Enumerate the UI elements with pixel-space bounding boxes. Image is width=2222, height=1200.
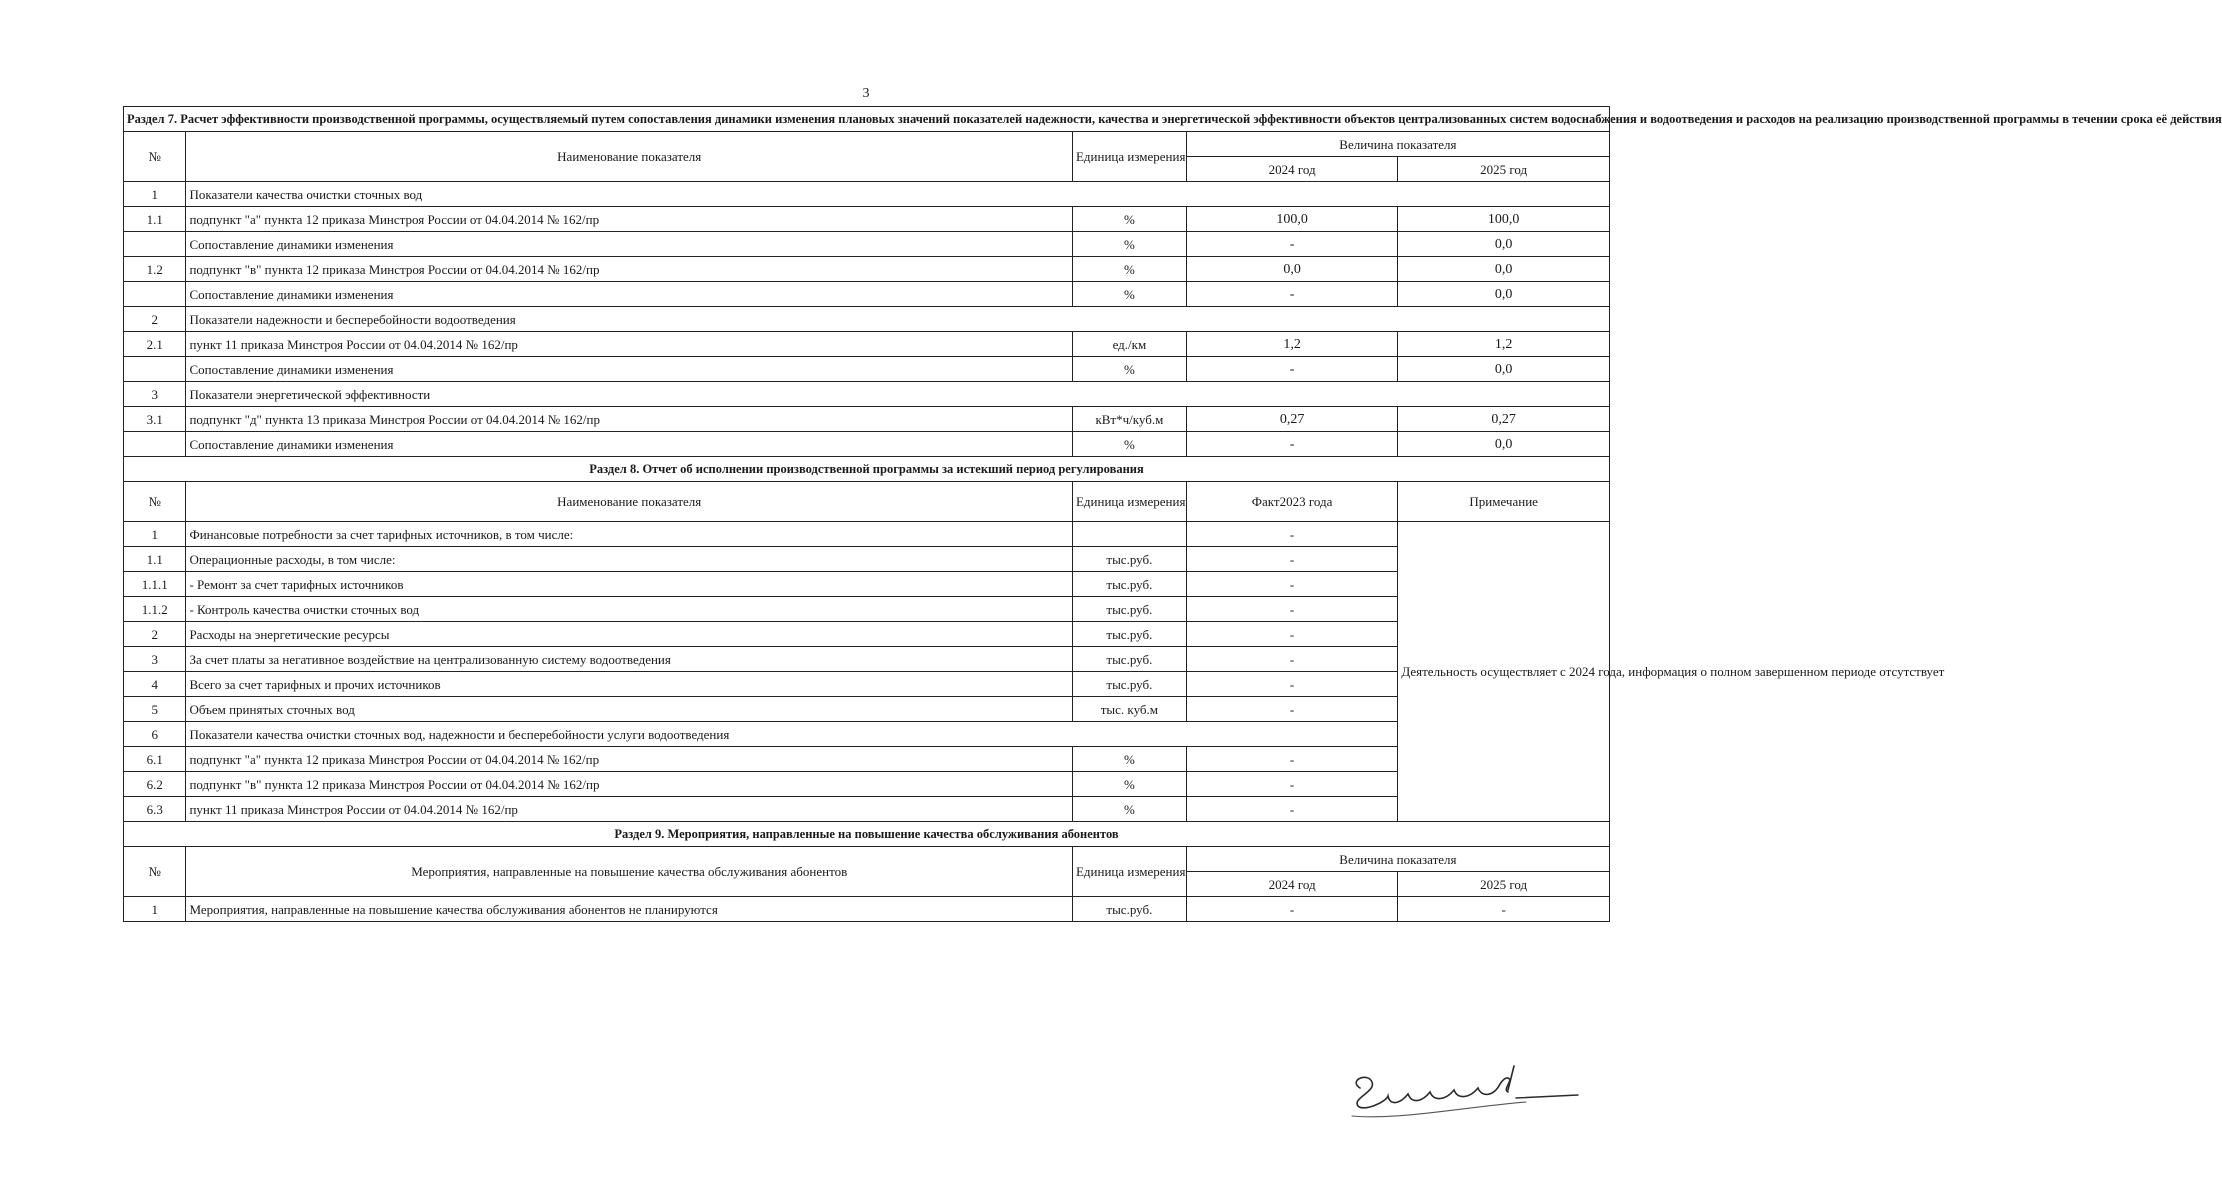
table-row xyxy=(124,182,1610,207)
row-fact: - xyxy=(1186,672,1398,697)
row-number: 1.1 xyxy=(124,547,186,572)
header-value: Величина показателя xyxy=(1186,132,1609,157)
row-unit: % xyxy=(1072,357,1186,382)
row-name: Расходы на энергетические ресурсы xyxy=(186,622,1073,647)
row-number: 3 xyxy=(124,647,186,672)
table-row xyxy=(124,797,1610,822)
row-name: подпункт "а" пункта 12 приказа Минстроя России от 04.04.2014 № 162/пр xyxy=(186,747,1073,772)
row-name: пункт 11 приказа Минстроя России от 04.04.2014 № 162/пр xyxy=(186,332,1073,357)
row-unit xyxy=(1072,522,1186,547)
row-number: 2 xyxy=(124,307,186,332)
row-number: 5 xyxy=(124,697,186,722)
row-name: Финансовые потребности за счет тарифных источников, в том числе: xyxy=(186,522,1073,547)
row-name: - Контроль качества очистки сточных вод xyxy=(186,597,1073,622)
row-number: 6.1 xyxy=(124,747,186,772)
row-number: 3.1 xyxy=(124,407,186,432)
row-name: подпункт "а" пункта 12 приказа Минстроя России от 04.04.2014 № 162/пр xyxy=(186,207,1073,232)
table-row xyxy=(124,307,1610,332)
row-unit: % xyxy=(1072,257,1186,282)
row-number: 1 xyxy=(124,522,186,547)
table-row xyxy=(124,547,1610,572)
table-row xyxy=(124,407,1610,432)
row-number: 1.1.2 xyxy=(124,597,186,622)
section8-header-row xyxy=(124,482,1610,522)
row-unit: % xyxy=(1072,797,1186,822)
table-row xyxy=(124,382,1610,407)
row-value-2025: 0,0 xyxy=(1398,257,1610,282)
row-name: подпункт "в" пункта 12 приказа Минстроя России от 04.04.2014 № 162/пр xyxy=(186,257,1073,282)
table-row xyxy=(124,257,1610,282)
row-name: Объем принятых сточных вод xyxy=(186,697,1073,722)
row-group-label: Показатели качества очистки сточных вод, надежности и бесперебойности услуги водоотведения xyxy=(186,722,1398,747)
table-row xyxy=(124,357,1610,382)
table-row xyxy=(124,597,1610,622)
row-unit: тыс.руб. xyxy=(1072,622,1186,647)
table-row xyxy=(124,697,1610,722)
header-unit: Единица измерения xyxy=(1072,847,1186,897)
row-value-2024: 100,0 xyxy=(1186,207,1398,232)
row-value-2024: - xyxy=(1186,282,1398,307)
header-name: Мероприятия, направленные на повышение качества обслуживания абонентов xyxy=(186,847,1073,897)
row-value-2024: - xyxy=(1186,232,1398,257)
row-number: 2.1 xyxy=(124,332,186,357)
row-number: 6 xyxy=(124,722,186,747)
row-unit: ед./км xyxy=(1072,332,1186,357)
row-value-2024: - xyxy=(1186,897,1398,922)
row-fact: - xyxy=(1186,522,1398,547)
row-number xyxy=(124,232,186,257)
table-row xyxy=(124,432,1610,457)
row-name: Операционные расходы, в том числе: xyxy=(186,547,1073,572)
row-unit: % xyxy=(1072,232,1186,257)
row-unit: % xyxy=(1072,772,1186,797)
table-row xyxy=(124,622,1610,647)
row-unit: % xyxy=(1072,282,1186,307)
row-number: 1.2 xyxy=(124,257,186,282)
header-2025: 2025 год xyxy=(1398,157,1610,182)
page-number: 3 xyxy=(862,86,870,101)
row-number: 4 xyxy=(124,672,186,697)
row-fact: - xyxy=(1186,747,1398,772)
row-value-2025: - xyxy=(1398,897,1610,922)
header-num: № xyxy=(124,482,186,522)
row-fact: - xyxy=(1186,772,1398,797)
row-name: - Ремонт за счет тарифных источников xyxy=(186,572,1073,597)
header-unit: Единица измерения xyxy=(1072,132,1186,182)
row-name: Всего за счет тарифных и прочих источников xyxy=(186,672,1073,697)
row-value-2024: 0,0 xyxy=(1186,257,1398,282)
row-value-2025: 1,2 xyxy=(1398,332,1610,357)
section8-title-row xyxy=(124,457,1610,482)
row-name: подпункт "д" пункта 13 приказа Минстроя России от 04.04.2014 № 162/пр xyxy=(186,407,1073,432)
row-group-label: Показатели надежности и бесперебойности водоотведения xyxy=(186,307,1610,332)
row-name: подпункт "в" пункта 12 приказа Минстроя России от 04.04.2014 № 162/пр xyxy=(186,772,1073,797)
table-row xyxy=(124,897,1610,922)
table-row xyxy=(124,232,1610,257)
row-unit: % xyxy=(1072,432,1186,457)
row-name: Сопоставление динамики изменения xyxy=(186,232,1073,257)
header-fact: Факт2023 года xyxy=(1186,482,1398,522)
row-number: 2 xyxy=(124,622,186,647)
row-number: 1 xyxy=(124,897,186,922)
row-number xyxy=(124,357,186,382)
section9-title: Раздел 9. Мероприятия, направленные на повышение качества обслуживания абонентов xyxy=(124,822,1610,847)
row-number: 6.2 xyxy=(124,772,186,797)
table-row xyxy=(124,522,1610,547)
section9-header-row xyxy=(124,847,1610,872)
row-number: 3 xyxy=(124,382,186,407)
table-row xyxy=(124,722,1610,747)
row-value-2025: 0,0 xyxy=(1398,432,1610,457)
section7-title: Раздел 7. Расчет эффективности производственной программы, осуществляемый путем сопоставления динамики изменения плановых значений показателей надежности, качества и энергетической эффективности объектов централизованных систем водоснабжения и водоотведения и расходов на реализацию производственной программы в течении срока её действия xyxy=(124,107,1610,132)
table-row xyxy=(124,672,1610,697)
row-unit: % xyxy=(1072,207,1186,232)
row-name: Сопоставление динамики изменения xyxy=(186,432,1073,457)
row-fact: - xyxy=(1186,697,1398,722)
row-unit: тыс.руб. xyxy=(1072,597,1186,622)
header-num: № xyxy=(124,847,186,897)
table-row xyxy=(124,282,1610,307)
table-row xyxy=(124,572,1610,597)
row-name: За счет платы за негативное воздействие на централизованную систему водоотведения xyxy=(186,647,1073,672)
row-number: 1.1.1 xyxy=(124,572,186,597)
row-unit: кВт*ч/куб.м xyxy=(1072,407,1186,432)
handwritten-signature xyxy=(1338,1058,1608,1128)
row-number xyxy=(124,432,186,457)
header-name: Наименование показателя xyxy=(186,132,1073,182)
row-number xyxy=(124,282,186,307)
row-value-2025: 0,0 xyxy=(1398,232,1610,257)
row-number: 6.3 xyxy=(124,797,186,822)
row-unit: тыс.руб. xyxy=(1072,672,1186,697)
section8-title: Раздел 8. Отчет об исполнении производственной программы за истекший период регулирования xyxy=(124,457,1610,482)
row-value-2025: 100,0 xyxy=(1398,207,1610,232)
row-unit: % xyxy=(1072,747,1186,772)
table-row xyxy=(124,332,1610,357)
section7-title-row xyxy=(124,107,1610,132)
report-table xyxy=(123,106,2222,922)
row-name: Сопоставление динамики изменения xyxy=(186,282,1073,307)
row-unit: тыс.руб. xyxy=(1072,572,1186,597)
header-note: Примечание xyxy=(1398,482,1610,522)
row-fact: - xyxy=(1186,547,1398,572)
header-value: Величина показателя xyxy=(1186,847,1609,872)
section9-title-row xyxy=(124,822,1610,847)
row-number: 1 xyxy=(124,182,186,207)
row-unit: тыс.руб. xyxy=(1072,647,1186,672)
row-fact: - xyxy=(1186,647,1398,672)
table-row xyxy=(124,647,1610,672)
header-name: Наименование показателя xyxy=(186,482,1073,522)
row-number: 1.1 xyxy=(124,207,186,232)
row-value-2025: 0,0 xyxy=(1398,282,1610,307)
row-fact: - xyxy=(1186,622,1398,647)
header-2025: 2025 год xyxy=(1398,872,1610,897)
header-num: № xyxy=(124,132,186,182)
header-2024: 2024 год xyxy=(1186,157,1398,182)
row-value-2025: 0,0 xyxy=(1398,357,1610,382)
row-fact: - xyxy=(1186,597,1398,622)
row-group-label: Показатели качества очистки сточных вод xyxy=(186,182,1610,207)
row-value-2024: - xyxy=(1186,432,1398,457)
row-unit: тыс.руб. xyxy=(1072,897,1186,922)
table-row xyxy=(124,747,1610,772)
row-value-2024: - xyxy=(1186,357,1398,382)
header-unit: Единица измерения xyxy=(1072,482,1186,522)
row-fact: - xyxy=(1186,572,1398,597)
row-value-2024: 1,2 xyxy=(1186,332,1398,357)
section7-header-row xyxy=(124,132,1610,157)
row-name: пункт 11 приказа Минстроя России от 04.04.2014 № 162/пр xyxy=(186,797,1073,822)
row-unit: тыс. куб.м xyxy=(1072,697,1186,722)
row-group-label: Показатели энергетической эффективности xyxy=(186,382,1610,407)
note-text: Деятельность осуществляет с 2024 года, информация о полном завершенном периоде отсутствует xyxy=(1398,522,1610,822)
row-value-2025: 0,27 xyxy=(1398,407,1610,432)
row-fact: - xyxy=(1186,797,1398,822)
table-row xyxy=(124,772,1610,797)
row-name: Сопоставление динамики изменения xyxy=(186,357,1073,382)
row-unit: тыс.руб. xyxy=(1072,547,1186,572)
table-row xyxy=(124,207,1610,232)
row-value-2024: 0,27 xyxy=(1186,407,1398,432)
row-name: Мероприятия, направленные на повышение качества обслуживания абонентов не планируются xyxy=(186,897,1073,922)
header-2024: 2024 год xyxy=(1186,872,1398,897)
